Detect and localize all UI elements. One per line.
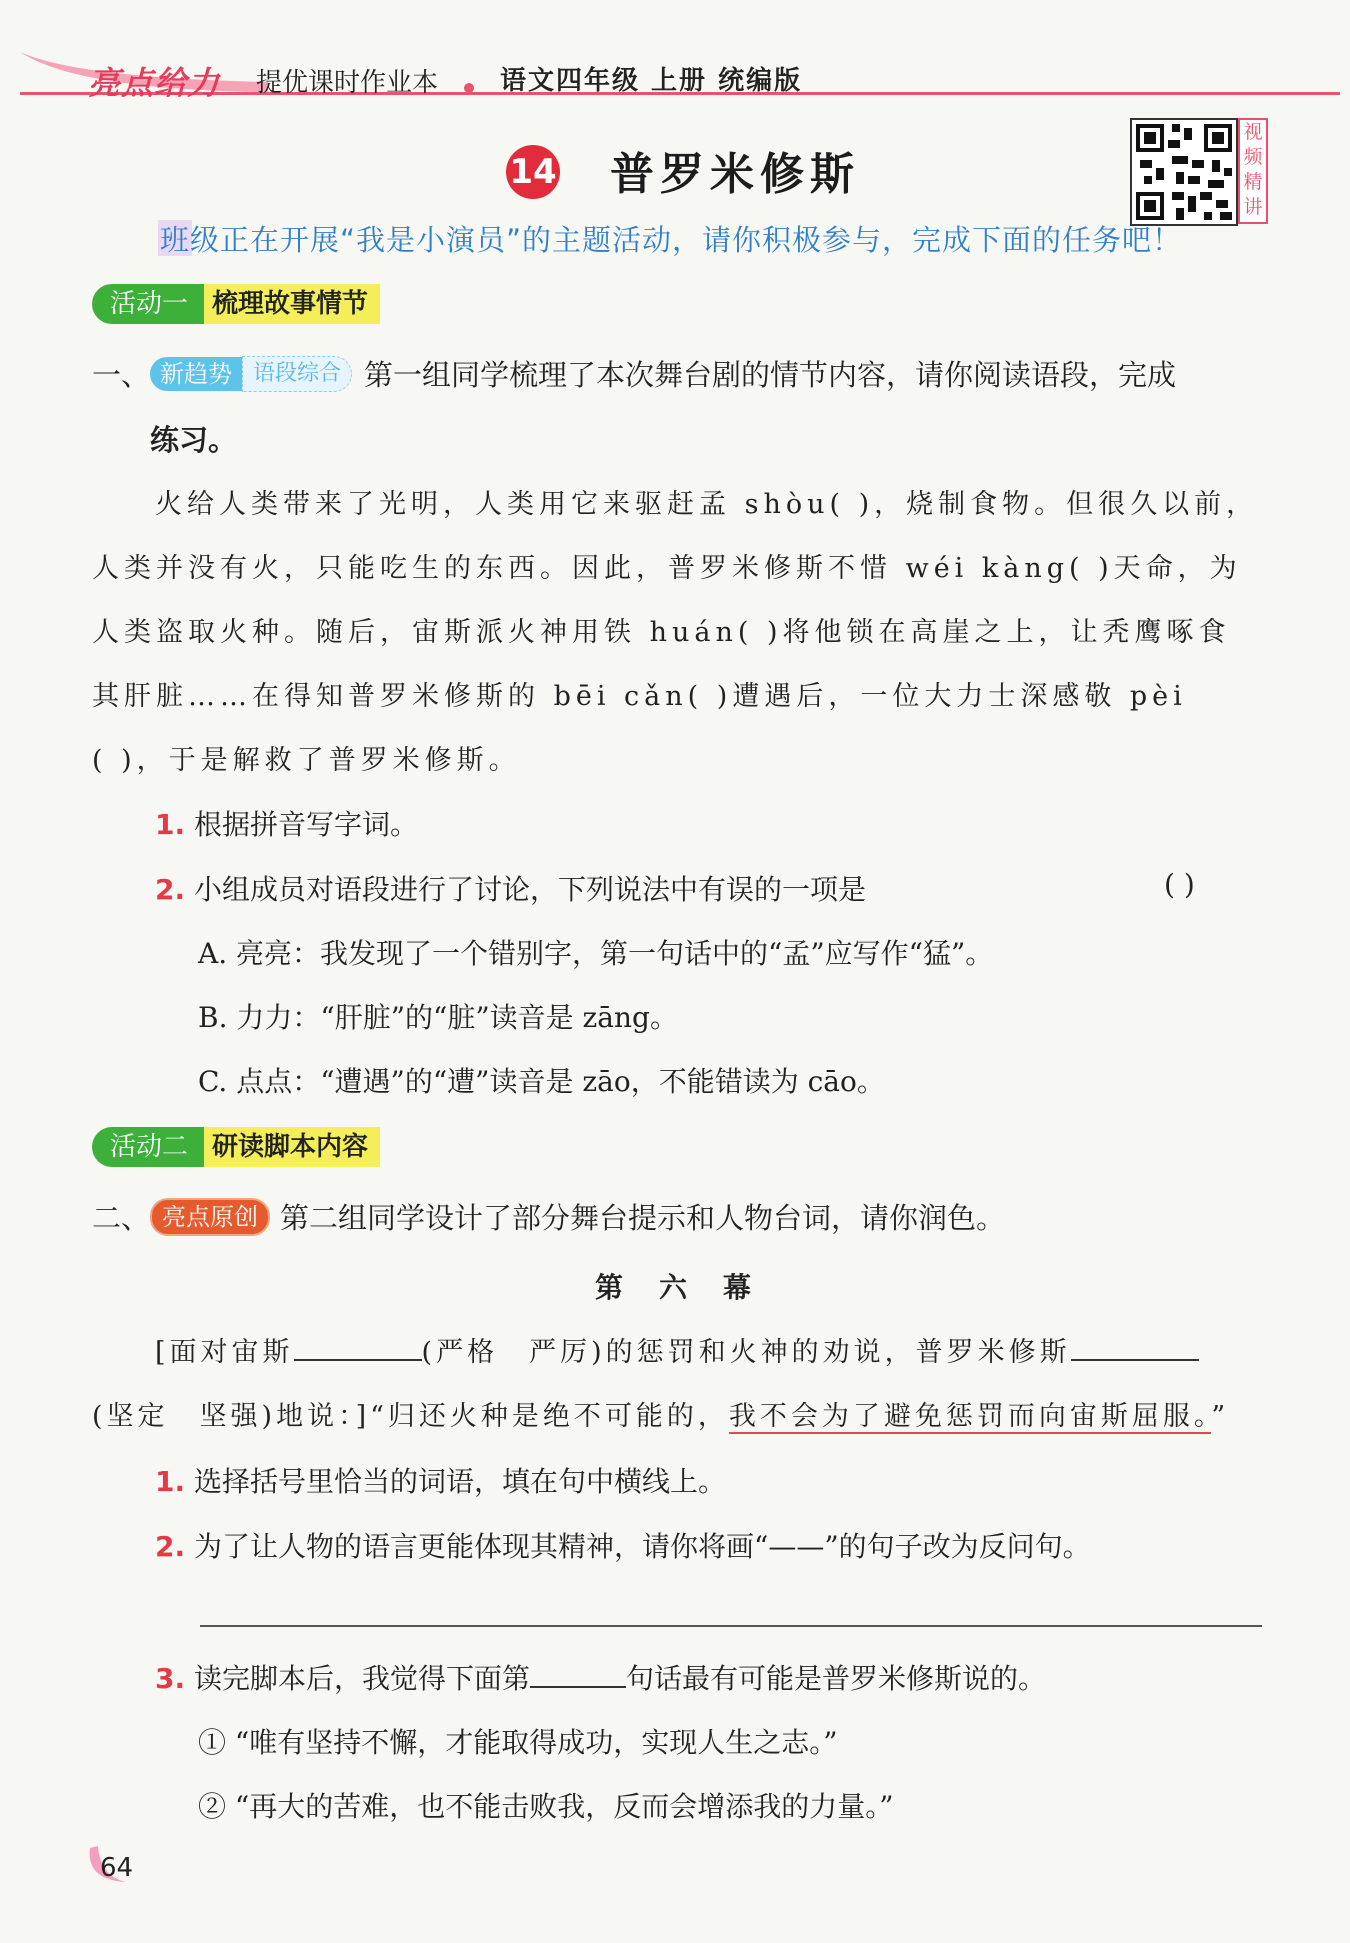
grade-label: 语文四年级 上册 统编版 [500,66,803,96]
original-tag: 亮点原创 [150,1198,270,1236]
blank-severe[interactable] [294,1359,422,1361]
question-two-text: 第二组同学设计了部分舞台提示和人物台词，请你润色。 [280,1201,1006,1235]
q2-sub3-text-b: 句话最有可能是普罗米修斯说的。 [626,1662,1047,1695]
q1-answer-paren[interactable]: ( ) [1164,868,1195,901]
passage-line-1: 火给人类带来了光明，人类用它来驱赶孟 shòu( )，烧制食物。但很久以前， [155,489,1259,520]
q1-sub2-text: 小组成员对语段进行了讨论，下列说法中有误的一项是 [194,873,867,906]
passage-tag: 语段综合 [242,356,352,392]
q2-sub2-text: 为了让人物的语言更能体现其精神，请你将画“——”的句子改为反问句。 [194,1530,1091,1563]
option-b[interactable]: B. 力力：“肝脏”的“脏”读音是 zāng。 [198,1001,678,1034]
script-line-2 [92,1394,1229,1433]
script-l2-a: (坚定 坚强)地说：]“归还火种是绝不可能的， [92,1401,729,1432]
new-trend-tag: 新趋势 [150,357,242,391]
q2-sub2-number: 2. [155,1530,186,1563]
activity-two-header [92,1127,380,1167]
video-lecture-label: 视频精讲 [1238,118,1268,224]
option-a[interactable]: A. 亮亮：我发现了一个错别字，第一句话中的“孟”应写作“猛”。 [198,937,994,970]
script-l1-a: [面对宙斯 [155,1337,294,1368]
blank-firm[interactable] [1071,1359,1199,1361]
q2-sub1-number: 1. [155,1465,186,1498]
passage-line-5: ( )，于是解救了普罗米修斯。 [92,745,521,776]
q2-subquestion-3 [155,1657,1046,1697]
choice-1[interactable]: ① “唯有坚持不懈，才能取得成功，实现人生之志。” [198,1726,838,1759]
choice-2[interactable]: ② “再大的苦难，也不能击败我，反而会增添我的力量。” [198,1790,894,1823]
q1-subquestion-1 [155,803,418,843]
q2-sub3-number: 3. [155,1662,186,1695]
q2-subquestion-1 [155,1460,726,1500]
qr-code-icon [1132,120,1236,224]
answer-line[interactable] [200,1625,1262,1627]
activity-one-title: 梳理故事情节 [204,284,380,324]
page-number: 64 [100,1853,134,1883]
activity-one-tag: 活动一 [92,284,204,324]
scene-title: 第 六 幕 [594,1271,755,1304]
q1-sub2-number: 2. [155,873,186,906]
question-two-prefix: 二、 [92,1201,151,1235]
header-dot [464,83,474,93]
passage-line-2: 人类并没有火，只能吃生的东西。因此，普罗米修斯不惜 wéi kàng( )天命，为 [92,553,1242,584]
brand-logo: 亮点给力 [88,64,221,102]
q1-subquestion-2 [155,868,866,908]
activity-one-header [92,284,380,324]
question-one-prefix: 一、 [92,358,151,392]
script-l1-b: (严格 严厉)的惩罚和火神的劝说，普罗米修斯 [421,1337,1071,1368]
qr-code[interactable] [1130,118,1238,226]
passage-line-3: 人类盗取火种。随后，宙斯派火神用铁 huán( )将他锁在高崖之上，让秃鹰啄食 [92,617,1231,648]
blank-sentence-number[interactable] [530,1686,626,1688]
intro-instruction: 班级正在开展“我是小演员”的主题活动，请你积极参与，完成下面的任务吧！ [160,223,1183,257]
passage-line-4: 其肝脏……在得知普罗米修斯的 bēi cǎn( )遭遇后，一位大力士深感敬 pèi [92,681,1187,712]
lesson-number-badge: 14 [506,145,560,199]
q2-subquestion-2 [155,1525,1091,1565]
activity-two-tag: 活动二 [92,1127,204,1167]
q1-sub1-text: 根据拼音写字词。 [194,808,419,841]
question-one-text: 第一组同学梳理了本次舞台剧的情节内容，请你阅读语段，完成 [364,358,1177,392]
brand-subtitle: 提优课时作业本 [256,68,439,98]
question-one-text-cont: 练习。 [150,423,238,457]
option-c[interactable]: C. 点点：“遭遇”的“遭”读音是 zāo，不能错读为 cāo。 [198,1065,885,1098]
q2-sub1-text: 选择括号里恰当的词语，填在句中横线上。 [194,1465,727,1498]
script-l2-end: ” [1211,1401,1230,1432]
lesson-title: 普罗米修斯 [610,149,860,200]
question-two-heading [92,1196,1005,1237]
q2-sub3-text-a: 读完脚本后，我觉得下面第 [194,1662,531,1695]
question-one-heading [92,353,1176,394]
q1-sub1-number: 1. [155,808,186,841]
activity-two-title: 研读脚本内容 [204,1127,380,1167]
underlined-sentence: 我不会为了避免惩罚而向宙斯屈服。 [728,1401,1212,1432]
script-line-1 [155,1330,1199,1369]
